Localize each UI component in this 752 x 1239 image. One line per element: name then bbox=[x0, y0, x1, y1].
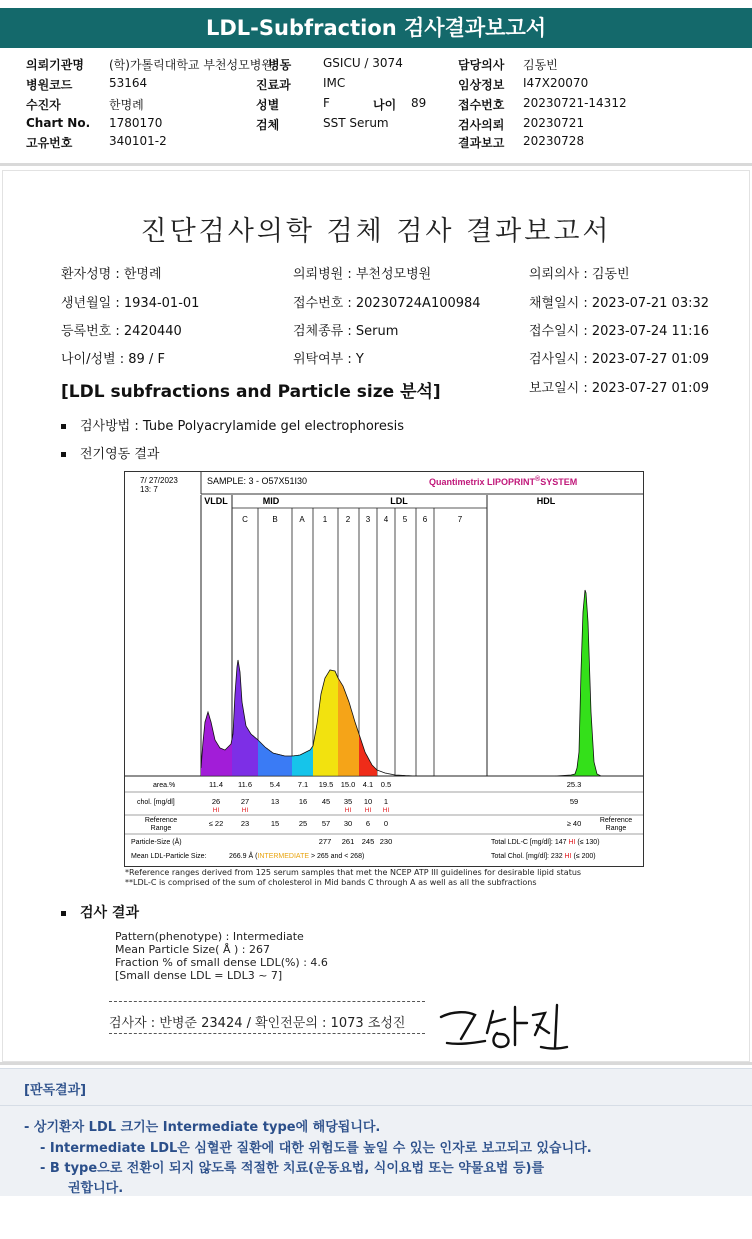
area-cell: 11.6 bbox=[237, 780, 253, 789]
result-line: Pattern(phenotype) : Intermediate bbox=[115, 930, 304, 943]
band-area bbox=[338, 678, 359, 776]
chol-cell: 13 bbox=[270, 797, 280, 806]
receipt-value: 20230721-14312 bbox=[523, 96, 627, 110]
specimen-value: SST Serum bbox=[323, 116, 389, 130]
request-label: 검사의뢰 bbox=[458, 118, 505, 132]
area-cell: 7.1 bbox=[297, 780, 309, 789]
ref-cell: 57 bbox=[321, 819, 331, 828]
group-label: LDL bbox=[390, 496, 408, 506]
unique-label: 고유번호 bbox=[26, 136, 73, 150]
hi-flag: HI bbox=[364, 807, 372, 814]
ref-cell: 0 bbox=[383, 819, 389, 828]
dept-value: IMC bbox=[323, 76, 346, 90]
chol-cell: 10 bbox=[363, 797, 373, 806]
ward-value: GSICU / 3074 bbox=[323, 56, 403, 70]
chart-no-label: Chart No. bbox=[26, 116, 91, 130]
age-value: 89 bbox=[411, 96, 427, 110]
group-label: HDL bbox=[536, 496, 556, 506]
ref-label: Range bbox=[150, 825, 172, 832]
band-area bbox=[201, 712, 232, 776]
band-area bbox=[359, 734, 377, 776]
verdict-line: - Intermediate LDL은 심혈관 질환에 대한 위험도를 높일 수 있는 인자로 보고되고 있습니다. bbox=[40, 1141, 592, 1156]
total-chol-part: HI bbox=[564, 853, 574, 860]
report-document bbox=[2, 170, 750, 1062]
patient-value: 한명례 bbox=[109, 98, 144, 112]
chol-cell: 16 bbox=[298, 797, 308, 806]
tested-time: 검사일시 : 2023-07-27 01:09 bbox=[529, 352, 710, 367]
band-label: B bbox=[272, 515, 278, 524]
sign-rule-bottom bbox=[109, 1033, 425, 1034]
collected-time: 채혈일시 : 2023-07-21 03:32 bbox=[529, 296, 710, 311]
total-ldl-part: Total LDL-C [mg/dl]: bbox=[491, 839, 555, 846]
ref-cell: ≤ 22 bbox=[208, 819, 224, 828]
brand-name: Quantimetrix LIPOPRINT bbox=[429, 477, 536, 487]
divider bbox=[0, 1062, 752, 1065]
chart-footnotes bbox=[125, 868, 581, 888]
request-value: 20230721 bbox=[523, 116, 585, 130]
ref-label: Reference bbox=[144, 817, 178, 824]
age-sex: 나이/성별 : 89 / F bbox=[61, 352, 165, 367]
verdict-body bbox=[0, 1106, 752, 1196]
brand-mark: ® bbox=[535, 476, 541, 483]
band-label: 4 bbox=[383, 515, 389, 524]
hi-flag: HI bbox=[212, 807, 220, 814]
sex-label: 성별 bbox=[256, 98, 280, 112]
area-cell: 5.4 bbox=[269, 780, 281, 789]
verdict-header bbox=[0, 1068, 752, 1106]
chol-cell: 27 bbox=[240, 797, 250, 806]
hdl-peak bbox=[555, 590, 601, 776]
signature-line: 검사자 : 반병준 23424 / 확인전문의 : 1073 조성진 bbox=[109, 1016, 406, 1031]
band-label: 6 bbox=[422, 515, 428, 524]
verdict-line: - 상기환자 LDL 크기는 Intermediate type에 해당됩니다. bbox=[24, 1120, 381, 1135]
dept-label: 진료과 bbox=[256, 78, 291, 92]
receipt-label: 접수번호 bbox=[458, 98, 505, 112]
result-line: Mean Particle Size( Å ) : 267 bbox=[115, 943, 270, 956]
divider bbox=[0, 163, 752, 166]
report-title-bar bbox=[0, 8, 752, 48]
result-line: Fraction % of small dense LDL(%) : 4.6 bbox=[115, 956, 328, 969]
birth-date: 생년월일 : 1934-01-01 bbox=[61, 296, 200, 311]
ref-cell: 23 bbox=[240, 819, 250, 828]
particle-cell: 261 bbox=[341, 837, 355, 846]
band-label: 2 bbox=[345, 515, 351, 524]
total-chol-part: 232 bbox=[550, 853, 565, 860]
method-text: 검사방법 : Tube Polyacrylamide gel electrophoresis bbox=[80, 419, 405, 434]
chol-cell: 35 bbox=[343, 797, 353, 806]
particle-cell: 245 bbox=[361, 837, 375, 846]
report-heading: 진단검사의학 검체 검사 결과보고서 bbox=[140, 216, 612, 247]
received-time: 접수일시 : 2023-07-24 11:16 bbox=[529, 324, 710, 339]
result-title: 검사 결과 bbox=[80, 905, 139, 921]
section-title: [LDL subfractions and Particle size 분석] bbox=[61, 382, 441, 402]
hi-flag: HI bbox=[344, 807, 352, 814]
hospital-label: 의뢰기관명 bbox=[26, 58, 84, 72]
chart-time: 13: 7 bbox=[140, 485, 158, 494]
chart-no-value: 1780170 bbox=[109, 116, 163, 130]
band-label: 1 bbox=[322, 515, 328, 524]
specimen-label: 검체 bbox=[256, 118, 280, 132]
total-chol bbox=[491, 853, 596, 860]
group-label: MID bbox=[262, 496, 280, 506]
verdict-title: [판독결과] bbox=[24, 1083, 87, 1098]
result-line: [Small dense LDL = LDL3 ~ 7] bbox=[115, 969, 283, 982]
ref-cell: 15 bbox=[270, 819, 280, 828]
ref-cell: 25 bbox=[298, 819, 308, 828]
electrophoresis-chart bbox=[124, 471, 644, 867]
chart-svg bbox=[125, 472, 643, 866]
mean-class: INTERMEDIATE bbox=[257, 853, 310, 860]
row-label-chol: chol. [mg/dl] bbox=[137, 799, 175, 806]
bullet-icon bbox=[61, 424, 66, 429]
total-ldl bbox=[491, 839, 600, 846]
handwritten-signature bbox=[433, 999, 573, 1055]
electro-item bbox=[61, 443, 159, 462]
doctor-label: 담당의사 bbox=[458, 58, 505, 72]
footnote-2: **LDL-C is comprised of the sum of cholesterol in Mid bands C through A as well as all the subfractions bbox=[125, 878, 537, 887]
band-label: C bbox=[242, 515, 248, 524]
code-value: 53164 bbox=[109, 76, 148, 90]
total-chol-part: Total Chol. [mg/dl]: bbox=[491, 853, 551, 860]
unique-value: 340101-2 bbox=[109, 134, 167, 148]
area-cell: 19.5 bbox=[318, 780, 334, 789]
hospital-value: (학)가톨릭대학교 부천성모병원 bbox=[109, 58, 273, 72]
system-brand bbox=[429, 475, 577, 487]
mean-range: > 265 and < 268) bbox=[309, 853, 365, 860]
ref-hdl: ≥ 40 bbox=[566, 819, 582, 828]
patient-label: 수진자 bbox=[26, 98, 61, 112]
total-ldl-part: (≤ 130) bbox=[577, 839, 600, 846]
requesting-doctor: 의뢰의사 : 김동빈 bbox=[529, 267, 630, 282]
doctor-value: 김동빈 bbox=[523, 58, 558, 72]
particle-cell: 277 bbox=[318, 837, 332, 846]
ref-cell: 6 bbox=[365, 819, 371, 828]
group-label: VLDL bbox=[204, 496, 228, 506]
particle-cell: 230 bbox=[379, 837, 393, 846]
verdict-line: - B type으로 전환이 되지 않도록 적절한 치료(운동요법, 식이요법 또는 약물요법 등)를 bbox=[40, 1161, 545, 1176]
area-cell: 11.4 bbox=[208, 780, 224, 789]
hi-flag: HI bbox=[241, 807, 249, 814]
band-label: 7 bbox=[457, 515, 463, 524]
area-cell: 4.1 bbox=[362, 780, 374, 789]
sex-value: F bbox=[323, 96, 330, 110]
result-text bbox=[115, 930, 328, 982]
consigned: 위탁여부 : Y bbox=[293, 352, 364, 367]
mean-value: 266.9 Å bbox=[229, 853, 256, 860]
specimen-type: 검체종류 : Serum bbox=[293, 324, 399, 339]
total-ldl-part: 147 bbox=[554, 839, 569, 846]
bullet-icon bbox=[61, 452, 66, 457]
patient-name: 환자성명 : 한명례 bbox=[61, 267, 162, 282]
receipt-number: 접수번호 : 20230724A100984 bbox=[293, 296, 481, 311]
sample-id: SAMPLE: 3 - O57X51I30 bbox=[207, 476, 308, 486]
area-cell: 15.0 bbox=[340, 780, 356, 789]
bullet-icon bbox=[61, 911, 66, 916]
band-label: 3 bbox=[365, 515, 371, 524]
chol-cell: 1 bbox=[383, 797, 389, 806]
ref-label: Range bbox=[605, 825, 627, 832]
band-label: A bbox=[299, 515, 305, 524]
plot-area bbox=[125, 495, 643, 860]
page-title: LDL-Subfraction 검사결과보고서 bbox=[205, 16, 547, 40]
request-header bbox=[0, 52, 752, 162]
particle-label: Particle-Size (Å) bbox=[131, 839, 182, 846]
row-label-area: area.% bbox=[153, 782, 176, 789]
chol-cell: 26 bbox=[211, 797, 221, 806]
hi-flag: HI bbox=[382, 807, 390, 814]
total-ldl-part: HI bbox=[568, 839, 578, 846]
sign-rule-top bbox=[109, 1001, 425, 1002]
code-label: 병원코드 bbox=[26, 78, 73, 92]
reported-time: 보고일시 : 2023-07-27 01:09 bbox=[529, 381, 710, 396]
mean-label: Mean LDL-Particle Size: bbox=[131, 853, 207, 860]
electro-text: 전기영동 결과 bbox=[80, 447, 160, 462]
area-cell: 0.5 bbox=[380, 780, 392, 789]
method-item bbox=[61, 415, 404, 434]
chol-cell: 45 bbox=[321, 797, 331, 806]
verdict-line: 권합니다. bbox=[68, 1181, 124, 1196]
result-item bbox=[61, 902, 139, 922]
chol-cell: 59 bbox=[569, 797, 579, 806]
area-cell: 25.3 bbox=[566, 780, 582, 789]
ref-label: Reference bbox=[599, 817, 633, 824]
chart-date: 7/ 27/2023 bbox=[140, 476, 178, 485]
age-label: 나이 bbox=[373, 98, 397, 112]
total-chol-part: (≤ 200) bbox=[573, 853, 596, 860]
footnote-1: *Reference ranges derived from 125 serum samples that met the NCEP ATP III guidelines for desirable lipid status bbox=[125, 868, 582, 877]
registration-number: 등록번호 : 2420440 bbox=[61, 324, 182, 339]
clinical-label: 임상정보 bbox=[458, 78, 505, 92]
report-date-label: 결과보고 bbox=[458, 136, 505, 150]
band-label: 5 bbox=[402, 515, 408, 524]
ward-label: 병동 bbox=[268, 58, 292, 72]
report-date-value: 20230728 bbox=[523, 134, 585, 148]
mean-value-text bbox=[229, 851, 364, 860]
requesting-hospital: 의뢰병원 : 부천성모병원 bbox=[293, 267, 432, 282]
mean-paren: ( bbox=[255, 853, 258, 860]
brand-suffix: SYSTEM bbox=[540, 477, 578, 487]
clinical-value: I47X20070 bbox=[523, 76, 589, 90]
ref-cell: 30 bbox=[343, 819, 353, 828]
